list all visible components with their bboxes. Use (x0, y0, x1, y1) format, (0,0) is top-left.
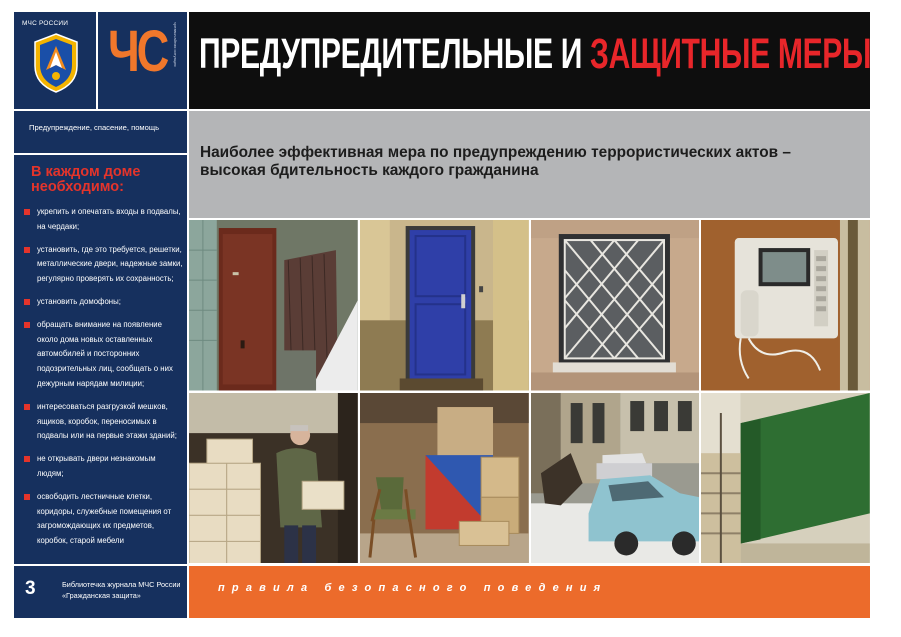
slogan: Предупреждение, спасение, помощь (29, 123, 160, 132)
footer-bar (189, 566, 870, 618)
divider (14, 564, 187, 566)
unloading-boxes-photo (189, 393, 358, 564)
rules-caption: правила безопасного поведения (218, 582, 608, 594)
subtitle-panel (189, 111, 870, 218)
page-title (199, 30, 871, 79)
title-bar (189, 12, 870, 109)
square-bullet-icon (24, 494, 30, 500)
list-item: интересоваться разгрузкой мешков, ящиков, коробок, переносимых в подвалы или на первые этажи зданий; (24, 400, 184, 444)
window-grille-photo (531, 220, 700, 391)
left-sidebar (14, 12, 187, 618)
basement-door-photo (189, 220, 358, 391)
poster (14, 12, 870, 618)
recommendations-heading: В каждом доме необходимо: (31, 164, 141, 195)
list-item: не открывать двери незнакомым людям; (24, 452, 184, 482)
square-bullet-icon (24, 209, 30, 215)
list-item: установить домофоны; (24, 295, 184, 310)
subtitle: Наиболее эффективная мера по предупреждению террористических актов – высокая бдительность каждого гражданина (200, 144, 791, 179)
photo-grid (189, 220, 870, 563)
title-part-1: ПРЕДУПРЕДИТЕЛЬНЫЕ И (199, 30, 583, 78)
list-item: укрепить и опечатать входы в подвалы, на чердаки; (24, 205, 184, 235)
chs-panel (100, 12, 187, 109)
square-bullet-icon (24, 456, 30, 462)
list-item: освободить лестничные клетки, коридоры, служебные помещения от загромождающих их предметов, коробок, старой мебели (24, 490, 184, 549)
blue-metal-door-photo (360, 220, 529, 391)
recommendations-list (24, 205, 184, 557)
cluttered-stairwell-photo (360, 393, 529, 564)
chs-logo-text: ЧС (108, 19, 167, 84)
divider (14, 109, 187, 111)
list-item: установить, где это требуется, решетки, металлические двери, надежные замки, регулярно проверять их сохранность; (24, 243, 184, 287)
list-item: обращать внимание на появление около дома новых оставленных автомобилей и посторонних подозрительных лиц, сообщать о них дежурным нарядам милиции; (24, 318, 184, 392)
parked-car-photo (531, 393, 700, 564)
green-corridor-photo (701, 393, 870, 564)
page-number: 3 (25, 578, 36, 599)
square-bullet-icon (24, 322, 30, 328)
title-part-2: ЗАЩИТНЫЕ МЕРЫ (590, 30, 872, 78)
emchs-emblem-icon (33, 32, 79, 94)
chs-vertical-caption: чрезвычайная ситуация (173, 22, 178, 67)
square-bullet-icon (24, 247, 30, 253)
logo-panel (14, 12, 98, 109)
ministry-label: МЧС РОССИИ (22, 20, 69, 27)
library-caption: Библиотечка журнала МЧС России «Гражданская защита» (62, 580, 181, 600)
intercom-photo (701, 220, 870, 391)
square-bullet-icon (24, 299, 30, 305)
square-bullet-icon (24, 404, 30, 410)
recommendations-panel (14, 155, 187, 564)
